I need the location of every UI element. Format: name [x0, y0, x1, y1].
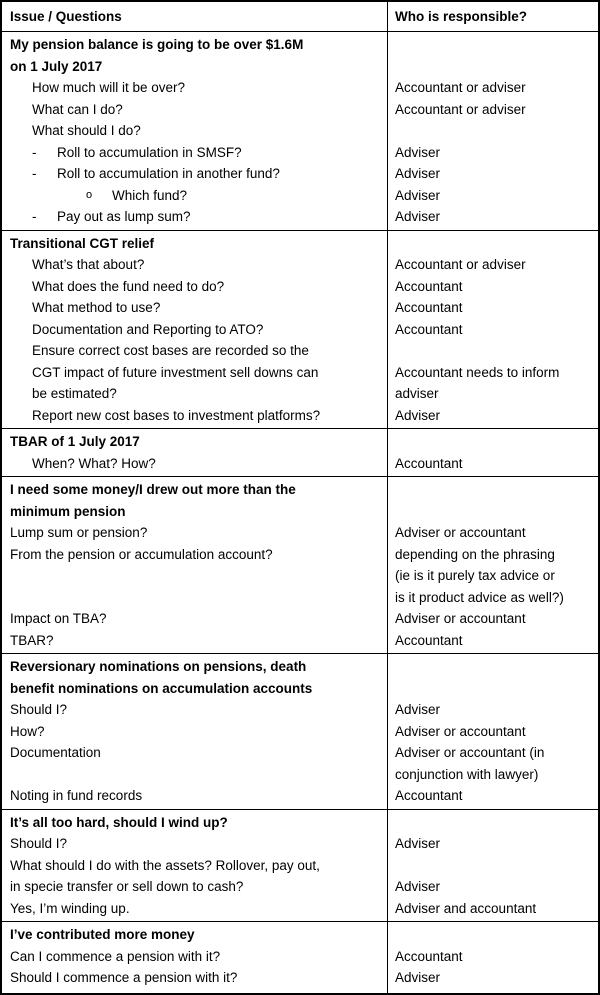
text-line: Accountant — [395, 278, 463, 294]
issue-cell — [2, 812, 385, 834]
text-line: Reversionary nominations on pensions, death — [10, 659, 307, 674]
responsible-cell — [385, 431, 598, 453]
table-row — [2, 77, 598, 99]
responsible-cell — [385, 233, 598, 255]
table-row — [2, 785, 598, 807]
text-line: Adviser — [395, 836, 441, 851]
text-line: Noting in fund records — [10, 788, 143, 803]
issue-cell — [2, 630, 385, 652]
table-row — [2, 99, 598, 121]
table-row — [2, 479, 598, 522]
issue-cell — [2, 276, 385, 298]
table-row — [2, 608, 598, 630]
text-line: Adviser — [395, 187, 441, 203]
responsible-cell — [385, 855, 598, 898]
table-row — [2, 812, 598, 834]
text-line: Roll to accumulation in SMSF? — [57, 144, 242, 160]
responsible-cell — [385, 405, 598, 427]
text-line: Adviser or accountant (in — [395, 745, 545, 760]
issue-cell — [2, 120, 385, 142]
issue-cell — [2, 656, 385, 699]
issue-cell — [2, 522, 385, 608]
text-line: Should I commence a pension with it? — [10, 970, 238, 985]
text-line: Transitional CGT relief — [10, 235, 155, 251]
text-line: Adviser — [395, 407, 441, 423]
table-row — [2, 233, 598, 255]
table-section — [2, 921, 598, 991]
responsible-cell — [385, 630, 598, 652]
responsible-cell — [385, 721, 598, 743]
table-row — [2, 721, 598, 743]
responsible-cell — [385, 479, 598, 522]
text-line: Accountant — [395, 321, 463, 337]
text-line: I’ve contributed more money — [10, 927, 195, 942]
text-line: Adviser — [395, 970, 441, 985]
table-row — [2, 699, 598, 721]
bullet-text — [57, 206, 385, 228]
bullet-text — [57, 142, 385, 164]
text-line: Accountant needs to inform — [395, 364, 560, 380]
responsible-cell — [385, 898, 598, 920]
text-line: Adviser — [395, 702, 441, 717]
column-header-responsible: Who is responsible? — [395, 9, 528, 24]
issue-cell — [2, 254, 385, 276]
text-line: is it product advice as well?) — [395, 589, 564, 605]
text-line: conjunction with lawyer) — [395, 766, 539, 782]
issue-cell — [2, 833, 385, 855]
text-line: Impact on TBA? — [10, 611, 107, 626]
dash-bullet-icon: - — [32, 144, 37, 160]
text-line: Which fund? — [112, 187, 188, 203]
text-line: Accountant or adviser — [395, 101, 526, 117]
responsible-cell — [385, 185, 598, 207]
table-row — [2, 276, 598, 298]
bullet-text — [57, 163, 385, 185]
issue-cell — [2, 721, 385, 743]
text-line: benefit nominations on accumulation accounts — [10, 680, 313, 696]
text-line: adviser — [395, 386, 439, 401]
bullet-text — [112, 185, 385, 207]
text-line: (ie is it purely tax advice or — [395, 568, 555, 583]
column-divider — [387, 2, 388, 993]
text-line: Adviser — [395, 144, 441, 160]
issue-cell — [2, 77, 385, 99]
text-line: Pay out as lump sum? — [57, 209, 191, 224]
table-row — [2, 142, 598, 164]
issue-cell — [2, 967, 385, 989]
text-line: How? — [10, 723, 45, 739]
text-line: in specie transfer or sell down to cash? — [10, 879, 244, 894]
text-line: Adviser — [395, 879, 441, 894]
responsible-cell — [385, 699, 598, 721]
issue-cell — [2, 785, 385, 807]
issue-cell — [2, 742, 385, 785]
responsible-cell — [385, 785, 598, 807]
text-line: Should I? — [10, 836, 68, 851]
responsible-cell — [385, 142, 598, 164]
issue-cell — [2, 99, 385, 121]
text-line: TBAR of 1 July 2017 — [10, 434, 140, 449]
text-line: Accountant — [395, 300, 463, 315]
responsible-cell — [385, 340, 598, 405]
issues-table-body — [2, 31, 598, 991]
responsible-cell — [385, 99, 598, 121]
text-line: What should I do? — [32, 123, 141, 138]
dash-bullet-icon: - — [32, 209, 37, 224]
text-line: depending on the phrasing — [395, 546, 555, 562]
table-section — [2, 31, 598, 230]
responsible-cell — [385, 967, 598, 989]
table-section — [2, 428, 598, 476]
text-line: Accountant or adviser — [395, 80, 526, 95]
text-line: Should I? — [10, 702, 68, 717]
table-row — [2, 431, 598, 453]
issue-cell — [2, 608, 385, 630]
text-line: When? What? How? — [32, 455, 156, 471]
text-line: Adviser or accountant — [395, 723, 526, 739]
text-line: Accountant — [395, 455, 463, 471]
table-header-row — [2, 2, 598, 31]
text-line: Adviser or accountant — [395, 611, 526, 626]
issue-cell — [2, 340, 385, 405]
text-line: Adviser or accountant — [395, 525, 526, 540]
text-line: on 1 July 2017 — [10, 58, 103, 74]
responsible-cell — [385, 319, 598, 341]
circle-bullet-icon: o — [86, 188, 93, 201]
table-row — [2, 185, 598, 207]
text-line: Adviser — [395, 166, 441, 181]
responsible-cell — [385, 453, 598, 475]
responsible-cell — [385, 742, 598, 785]
responsible-cell — [385, 812, 598, 834]
responsible-cell — [385, 924, 598, 946]
dash-bullet-icon: - — [32, 166, 37, 181]
table-row — [2, 319, 598, 341]
text-line: What does the fund need to do? — [32, 278, 225, 294]
text-line: I need some money/I drew out more than the — [10, 482, 296, 497]
text-line: What should I do with the assets? Rollover, pay out, — [10, 857, 320, 873]
responsible-cell — [385, 608, 598, 630]
text-line: Adviser and accountant — [395, 900, 537, 916]
responsible-cell — [385, 77, 598, 99]
text-line: be estimated? — [32, 386, 117, 401]
table-row — [2, 833, 598, 855]
issue-cell — [2, 431, 385, 453]
text-line: Yes, I’m winding up. — [10, 900, 130, 916]
text-line: Accountant or adviser — [395, 257, 526, 272]
issue-cell — [2, 898, 385, 920]
table-row — [2, 297, 598, 319]
responsible-cell — [385, 946, 598, 968]
issue-cell — [2, 924, 385, 946]
text-line: What method to use? — [32, 300, 161, 315]
text-line: Can I commence a pension with it? — [10, 948, 221, 964]
text-line: TBAR? — [10, 632, 54, 648]
responsible-cell — [385, 833, 598, 855]
table-row — [2, 254, 598, 276]
text-line: My pension balance is going to be over $1.6M — [10, 37, 304, 52]
text-line: Report new cost bases to investment platforms? — [32, 407, 321, 423]
text-line: It’s all too hard, should I wind up? — [10, 814, 228, 830]
table-row — [2, 656, 598, 699]
table-section — [2, 476, 598, 653]
table-section — [2, 653, 598, 809]
issue-cell — [2, 142, 385, 164]
issue-cell — [2, 319, 385, 341]
responsible-cell — [385, 656, 598, 699]
column-header-issue: Issue / Questions — [10, 9, 122, 24]
responsible-cell — [385, 163, 598, 185]
issue-cell — [2, 297, 385, 319]
responsible-cell — [385, 206, 598, 228]
text-line: Roll to accumulation in another fund? — [57, 166, 280, 181]
responsible-cell — [385, 34, 598, 77]
text-line: minimum pension — [10, 503, 126, 519]
table-row — [2, 742, 598, 785]
text-line: Documentation and Reporting to ATO? — [32, 321, 264, 337]
table-section — [2, 230, 598, 429]
issue-cell — [2, 453, 385, 475]
issue-cell — [2, 185, 385, 207]
text-line: Accountant — [395, 948, 463, 964]
responsible-cell — [385, 522, 598, 608]
text-line: What’s that about? — [32, 257, 145, 272]
text-line: From the pension or accumulation account? — [10, 546, 273, 562]
responsible-cell — [385, 120, 598, 142]
table-row — [2, 946, 598, 968]
issue-cell — [2, 233, 385, 255]
responsible-cell — [385, 297, 598, 319]
issue-cell — [2, 206, 385, 228]
text-line: Ensure correct cost bases are recorded so the — [32, 343, 309, 358]
issue-cell — [2, 405, 385, 427]
text-line: Documentation — [10, 745, 101, 760]
text-line: Accountant — [395, 788, 463, 803]
issue-cell — [2, 699, 385, 721]
table-row — [2, 163, 598, 185]
text-line: Accountant — [395, 632, 463, 648]
table-row — [2, 34, 598, 77]
issue-cell — [2, 479, 385, 522]
text-line: Lump sum or pension? — [10, 525, 148, 540]
table-row — [2, 898, 598, 920]
issue-cell — [2, 34, 385, 77]
table-row — [2, 120, 598, 142]
responsible-cell — [385, 276, 598, 298]
table-row — [2, 453, 598, 475]
issue-cell — [2, 163, 385, 185]
issue-cell — [2, 946, 385, 968]
text-line: Adviser — [395, 209, 441, 224]
text-line: How much will it be over? — [32, 80, 186, 95]
issue-cell — [2, 855, 385, 898]
table-row — [2, 340, 598, 405]
table-row — [2, 967, 598, 989]
table-row — [2, 522, 598, 608]
responsible-cell — [385, 254, 598, 276]
table-row — [2, 924, 598, 946]
table-row — [2, 855, 598, 898]
table-row — [2, 630, 598, 652]
text-line: CGT impact of future investment sell downs can — [32, 364, 319, 380]
table-row — [2, 206, 598, 228]
table-section — [2, 809, 598, 922]
text-line: What can I do? — [32, 101, 123, 117]
table-row — [2, 405, 598, 427]
